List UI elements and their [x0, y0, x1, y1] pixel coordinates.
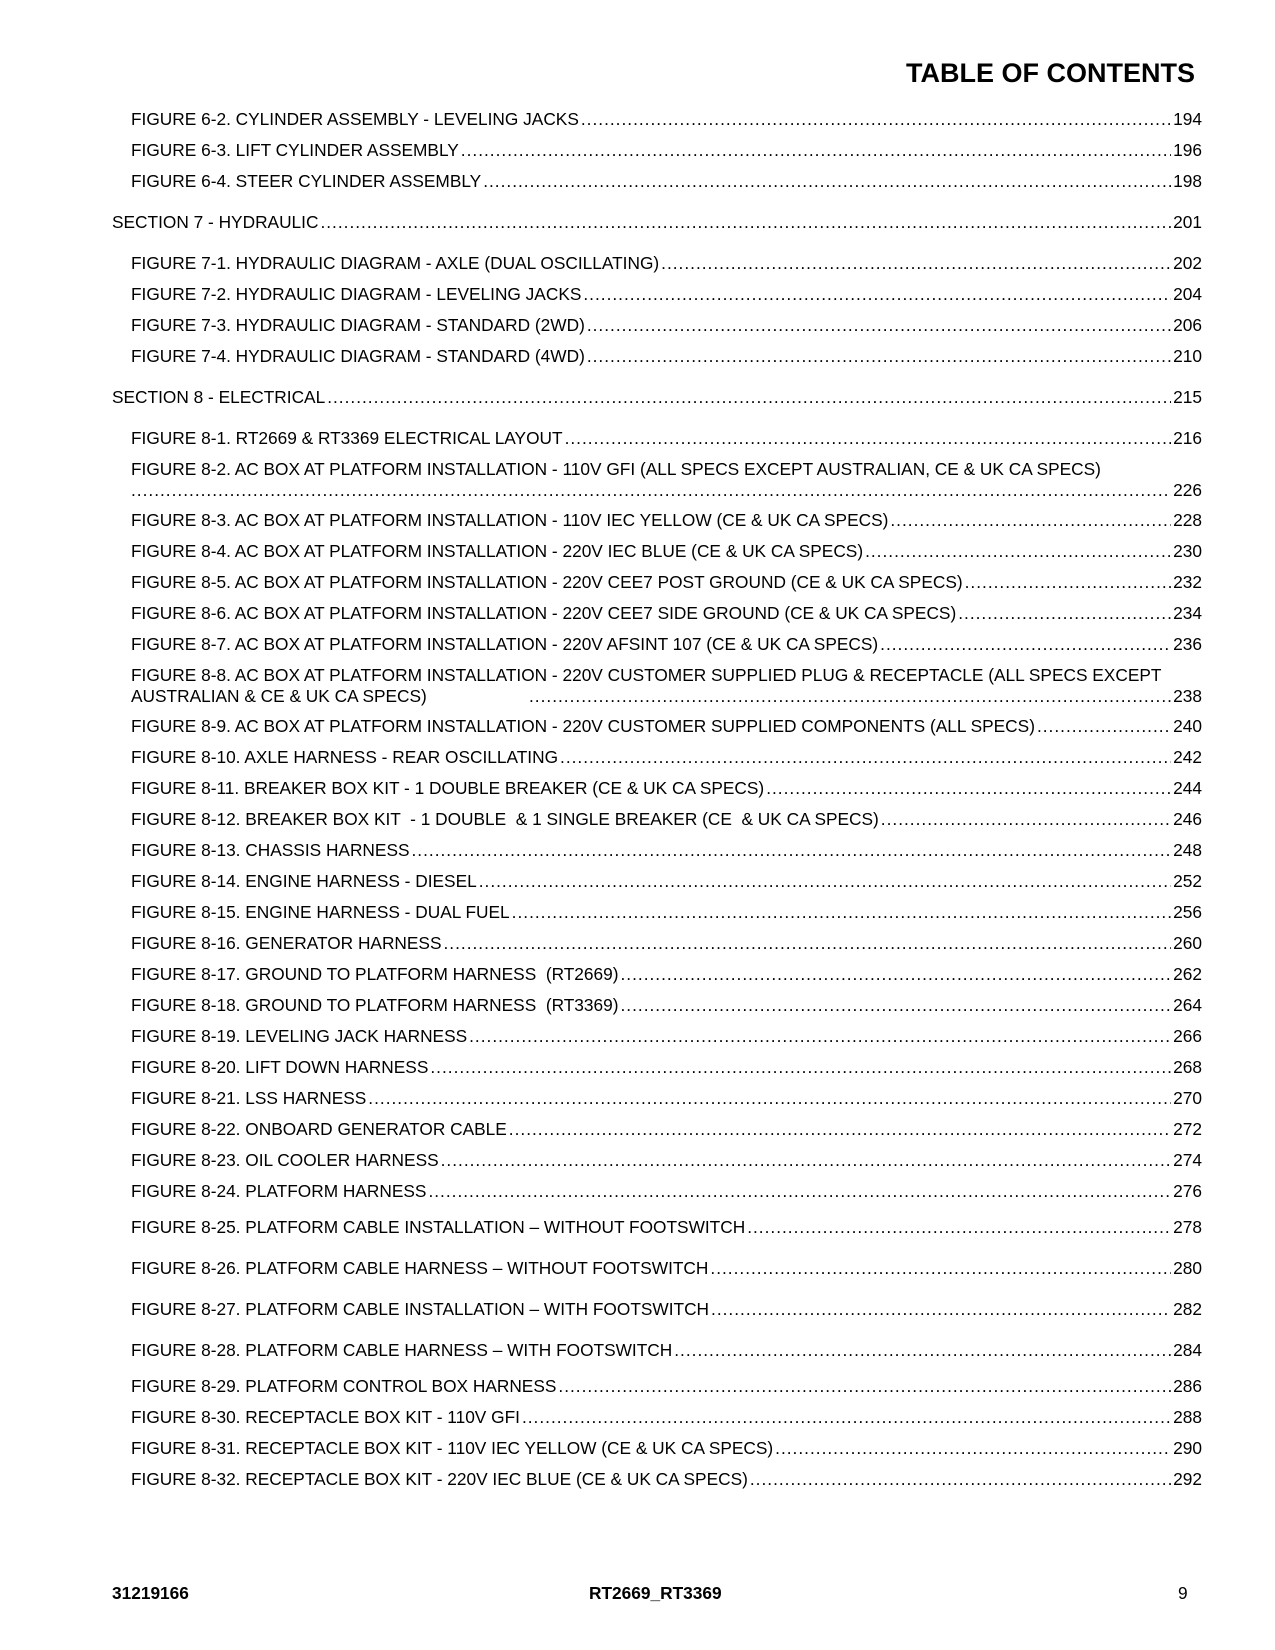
- toc-entry-title: FIGURE 8-18. GROUND TO PLATFORM HARNESS (RT3369): [131, 995, 619, 1015]
- toc-entry-figure-7-1[interactable]: [131, 253, 1202, 274]
- toc-entry-page: 266: [1173, 1026, 1202, 1046]
- toc-entry-title: FIGURE 8-11. BREAKER BOX KIT - 1 DOUBLE BREAKER (CE & UK CA SPECS): [131, 778, 765, 798]
- page-title: TABLE OF CONTENTS: [906, 58, 1195, 88]
- toc-entry-page: 226: [1173, 480, 1202, 500]
- toc-entry-figure-8-7[interactable]: [131, 634, 1202, 655]
- toc-entry-title: FIGURE 8-6. AC BOX AT PLATFORM INSTALLATION - 220V CEE7 SIDE GROUND (CE & UK CA SPECS): [131, 603, 957, 623]
- toc-entry-title: FIGURE 8-30. RECEPTACLE BOX KIT - 110V GFI: [131, 1407, 520, 1427]
- dot-leader: [581, 109, 1171, 130]
- toc-entry-figure-8-30[interactable]: [131, 1407, 1202, 1428]
- footer-model: RT2669_RT3369: [589, 1583, 722, 1603]
- dot-leader: [320, 212, 1171, 233]
- toc-entry-page: 198: [1173, 171, 1202, 191]
- dot-leader: [461, 140, 1171, 161]
- toc-entry-figure-8-20[interactable]: [131, 1057, 1202, 1078]
- toc-entry-figure-7-4[interactable]: [131, 346, 1202, 367]
- toc-entry-title: FIGURE 8-4. AC BOX AT PLATFORM INSTALLATION - 220V IEC BLUE (CE & UK CA SPECS): [131, 541, 864, 561]
- toc-entry-figure-8-4[interactable]: [131, 541, 1202, 562]
- footer-page-number: 9: [1178, 1583, 1188, 1603]
- dot-leader: [430, 1057, 1171, 1078]
- toc-entry-title: FIGURE 8-24. PLATFORM HARNESS: [131, 1181, 427, 1201]
- toc-entry-title: FIGURE 8-25. PLATFORM CABLE INSTALLATION – WITHOUT FOOTSWITCH: [131, 1217, 746, 1237]
- toc-entry-title: SECTION 7 - HYDRAULIC: [112, 212, 319, 232]
- toc-entry-page: 216: [1173, 428, 1202, 448]
- toc-entry-page: 248: [1173, 840, 1202, 860]
- toc-entry-figure-6-3[interactable]: [131, 140, 1202, 161]
- toc-entry-title: FIGURE 8-3. AC BOX AT PLATFORM INSTALLATION - 110V IEC YELLOW (CE & UK CA SPECS): [131, 510, 889, 530]
- toc-entry-page: 246: [1173, 809, 1202, 829]
- dot-leader: [890, 510, 1171, 531]
- toc-entry-figure-8-2[interactable]: [131, 459, 1202, 501]
- dot-leader: [368, 1088, 1171, 1109]
- dot-leader: [441, 1150, 1172, 1171]
- dot-leader: [881, 809, 1171, 830]
- toc-entry-figure-8-25[interactable]: [131, 1217, 1202, 1238]
- toc-entry-page: 242: [1173, 747, 1202, 767]
- dot-leader: [558, 1376, 1171, 1397]
- toc-entry-figure-8-8[interactable]: [131, 665, 1202, 707]
- toc-entry-title: FIGURE 8-7. AC BOX AT PLATFORM INSTALLATION - 220V AFSINT 107 (CE & UK CA SPECS): [131, 634, 879, 654]
- toc-entry-title: FIGURE 8-21. LSS HARNESS: [131, 1088, 367, 1108]
- toc-entry-title: FIGURE 8-9. AC BOX AT PLATFORM INSTALLATION - 220V CUSTOMER SUPPLIED COMPONENTS (ALL SPECS): [131, 716, 1035, 736]
- dot-leader: [674, 1340, 1171, 1361]
- toc-entry-figure-7-3[interactable]: [131, 315, 1202, 336]
- toc-entry-figure-8-31[interactable]: [131, 1438, 1202, 1459]
- toc-entry-figure-8-16[interactable]: [131, 933, 1202, 954]
- toc-entry-figure-8-18[interactable]: [131, 995, 1202, 1016]
- dot-leader: [131, 480, 1171, 501]
- toc-entry-title: FIGURE 8-14. ENGINE HARNESS - DIESEL: [131, 871, 477, 891]
- toc-entry-page: 272: [1173, 1119, 1202, 1139]
- toc-entry-page: 280: [1173, 1258, 1202, 1278]
- toc-entry-page: 196: [1173, 140, 1202, 160]
- toc-entry-page: 215: [1173, 387, 1202, 407]
- toc-entry-figure-8-10[interactable]: [131, 747, 1202, 768]
- toc-entry-title: FIGURE 8-13. CHASSIS HARNESS: [131, 840, 410, 860]
- toc-entry-title: FIGURE 8-8. AC BOX AT PLATFORM INSTALLATION - 220V CUSTOMER SUPPLIED PLUG & RECEPTACLE (ALL SPECS EXCEPT AUSTRALIAN & CE & UK CA SPECS): [131, 665, 1162, 706]
- toc-entry-figure-8-6[interactable]: [131, 603, 1202, 624]
- toc-entry-figure-8-23[interactable]: [131, 1150, 1202, 1171]
- dot-leader: [565, 428, 1172, 449]
- toc-entry-title: FIGURE 8-20. LIFT DOWN HARNESS: [131, 1057, 429, 1077]
- toc-entry-page: 244: [1173, 778, 1202, 798]
- dot-leader: [428, 1181, 1171, 1202]
- dot-leader: [775, 1438, 1171, 1459]
- toc-entry-page: 290: [1173, 1438, 1202, 1458]
- toc-entry-title: FIGURE 7-3. HYDRAULIC DIAGRAM - STANDARD (2WD): [131, 315, 585, 335]
- toc-entry-title: FIGURE 8-12. BREAKER BOX KIT - 1 DOUBLE & 1 SINGLE BREAKER (CE & UK CA SPECS): [131, 809, 879, 829]
- toc-entry-figure-8-21[interactable]: [131, 1088, 1202, 1109]
- dot-leader: [560, 747, 1171, 768]
- toc-entry-page: 276: [1173, 1181, 1202, 1201]
- toc-entry-page: 292: [1173, 1469, 1202, 1489]
- toc-entry-page: 236: [1173, 634, 1202, 654]
- dot-leader: [965, 572, 1172, 593]
- toc-entry-title: FIGURE 8-17. GROUND TO PLATFORM HARNESS (RT2669): [131, 964, 619, 984]
- toc-entry-figure-8-11[interactable]: [131, 778, 1202, 799]
- dot-leader: [522, 1407, 1171, 1428]
- toc-entry-page: 252: [1173, 871, 1202, 891]
- toc-entry-figure-8-19[interactable]: [131, 1026, 1202, 1047]
- toc-entry-title: FIGURE 7-1. HYDRAULIC DIAGRAM - AXLE (DUAL OSCILLATING): [131, 253, 660, 273]
- dot-leader: [750, 1469, 1171, 1490]
- toc-entry-page: 284: [1173, 1340, 1202, 1360]
- toc-entry-title: FIGURE 7-4. HYDRAULIC DIAGRAM - STANDARD (4WD): [131, 346, 585, 366]
- toc-entry-page: 256: [1173, 902, 1202, 922]
- toc-entry-title: FIGURE 8-28. PLATFORM CABLE HARNESS – WITH FOOTSWITCH: [131, 1340, 673, 1360]
- toc-entry-page: 260: [1173, 933, 1202, 953]
- toc-entry-title: FIGURE 8-22. ONBOARD GENERATOR CABLE: [131, 1119, 507, 1139]
- toc-entry-figure-8-32[interactable]: [131, 1469, 1202, 1490]
- toc-entry-page: 268: [1173, 1057, 1202, 1077]
- toc-entry-title: SECTION 8 - ELECTRICAL: [112, 387, 326, 407]
- dot-leader: [587, 346, 1171, 367]
- toc-entry-title: FIGURE 8-29. PLATFORM CONTROL BOX HARNESS: [131, 1376, 557, 1396]
- toc-entry-page: 210: [1173, 346, 1202, 366]
- dot-leader: [587, 315, 1171, 336]
- toc-entry-section-8[interactable]: [112, 387, 1202, 408]
- toc-entry-title: FIGURE 8-1. RT2669 & RT3369 ELECTRICAL LAYOUT: [131, 428, 563, 448]
- toc-entry-figure-8-22[interactable]: [131, 1119, 1202, 1140]
- toc-entry-figure-6-4[interactable]: [131, 171, 1202, 192]
- dot-leader: [469, 1026, 1171, 1047]
- toc-entry-title: FIGURE 6-4. STEER CYLINDER ASSEMBLY: [131, 171, 482, 191]
- toc-entry-page: 232: [1173, 572, 1202, 592]
- toc-entry-page: 262: [1173, 964, 1202, 984]
- toc-entry-page: 230: [1173, 541, 1202, 561]
- toc-entry-page: 234: [1173, 603, 1202, 623]
- dot-leader: [512, 902, 1171, 923]
- dot-leader: [444, 933, 1172, 954]
- toc-entry-figure-6-2[interactable]: [131, 109, 1202, 130]
- toc-entry-title: FIGURE 8-23. OIL COOLER HARNESS: [131, 1150, 439, 1170]
- toc-entry-page: 288: [1173, 1407, 1202, 1427]
- dot-leader: [621, 964, 1172, 985]
- toc-entry-page: 286: [1173, 1376, 1202, 1396]
- toc-entry-page: 202: [1173, 253, 1202, 273]
- dot-leader: [483, 171, 1171, 192]
- toc-entry-figure-8-15[interactable]: [131, 902, 1202, 923]
- toc-entry-title: FIGURE 8-32. RECEPTACLE BOX KIT - 220V IEC BLUE (CE & UK CA SPECS): [131, 1469, 748, 1489]
- toc-entry-title: FIGURE 8-31. RECEPTACLE BOX KIT - 110V IEC YELLOW (CE & UK CA SPECS): [131, 1438, 774, 1458]
- dot-leader: [583, 284, 1171, 305]
- toc-entry-figure-8-14[interactable]: [131, 871, 1202, 892]
- toc-entry-page: 278: [1173, 1217, 1202, 1237]
- toc-entry-page: 228: [1173, 510, 1202, 530]
- dot-leader: [327, 387, 1171, 408]
- toc-entry-page: 270: [1173, 1088, 1202, 1108]
- dot-leader: [958, 603, 1171, 624]
- dot-leader: [711, 1299, 1171, 1320]
- toc-entry-figure-8-3[interactable]: [131, 510, 1202, 531]
- dot-leader: [479, 871, 1171, 892]
- toc-entry-title: FIGURE 8-10. AXLE HARNESS - REAR OSCILLATING: [131, 747, 559, 767]
- toc-entry-title: FIGURE 8-2. AC BOX AT PLATFORM INSTALLATION - 110V GFI (ALL SPECS EXCEPT AUSTRALIAN, CE & UK CA SPECS): [131, 459, 1101, 479]
- toc-entry-figure-8-9[interactable]: [131, 716, 1202, 737]
- toc-entry-figure-8-28[interactable]: [131, 1340, 1202, 1361]
- toc-entry-page: 238: [1173, 686, 1202, 706]
- toc-entry-figure-8-27[interactable]: [131, 1299, 1202, 1320]
- toc-entry-section-7[interactable]: [112, 212, 1202, 233]
- dot-leader: [710, 1258, 1171, 1279]
- toc-entry-page: 274: [1173, 1150, 1202, 1170]
- dot-leader: [621, 995, 1172, 1016]
- dot-leader: [529, 686, 1171, 707]
- toc-entry-page: 194: [1173, 109, 1202, 129]
- toc-entry-figure-8-5[interactable]: [131, 572, 1202, 593]
- toc-entry-title: FIGURE 6-2. CYLINDER ASSEMBLY - LEVELING JACKS: [131, 109, 579, 129]
- dot-leader: [509, 1119, 1171, 1140]
- toc-entry-figure-8-12[interactable]: [131, 809, 1202, 830]
- toc-entry-page: 201: [1173, 212, 1202, 232]
- toc-entry-title: FIGURE 8-16. GENERATOR HARNESS: [131, 933, 442, 953]
- toc-entry-figure-8-1[interactable]: [131, 428, 1202, 449]
- dot-leader: [661, 253, 1171, 274]
- toc-entry-title: FIGURE 8-27. PLATFORM CABLE INSTALLATION – WITH FOOTSWITCH: [131, 1299, 710, 1319]
- dot-leader: [766, 778, 1171, 799]
- toc-entry-figure-8-17[interactable]: [131, 964, 1202, 985]
- toc-entry-figure-8-24[interactable]: [131, 1181, 1202, 1202]
- dot-leader: [412, 840, 1172, 861]
- footer-doc-number: 31219166: [112, 1583, 189, 1603]
- toc-entry-title: FIGURE 8-19. LEVELING JACK HARNESS: [131, 1026, 468, 1046]
- toc-entry-title: FIGURE 8-5. AC BOX AT PLATFORM INSTALLATION - 220V CEE7 POST GROUND (CE & UK CA SPECS): [131, 572, 963, 592]
- toc-entry-page: 240: [1173, 716, 1202, 736]
- toc-entry-title: FIGURE 8-15. ENGINE HARNESS - DUAL FUEL: [131, 902, 510, 922]
- toc-entry-figure-8-13[interactable]: [131, 840, 1202, 861]
- toc-entry-page: 282: [1173, 1299, 1202, 1319]
- dot-leader: [865, 541, 1171, 562]
- toc-entry-title: FIGURE 6-3. LIFT CYLINDER ASSEMBLY: [131, 140, 459, 160]
- toc-entry-page: 206: [1173, 315, 1202, 335]
- toc-entry-title: FIGURE 8-26. PLATFORM CABLE HARNESS – WITHOUT FOOTSWITCH: [131, 1258, 709, 1278]
- dot-leader: [1037, 716, 1171, 737]
- dot-leader: [880, 634, 1171, 655]
- toc-entry-figure-7-2[interactable]: [131, 284, 1202, 305]
- toc-entry-page: 204: [1173, 284, 1202, 304]
- toc-entry-figure-8-29[interactable]: [131, 1376, 1202, 1397]
- toc-entry-page: 264: [1173, 995, 1202, 1015]
- toc-entry-title: FIGURE 7-2. HYDRAULIC DIAGRAM - LEVELING JACKS: [131, 284, 582, 304]
- dot-leader: [747, 1217, 1171, 1238]
- toc-entry-figure-8-26[interactable]: [131, 1258, 1202, 1279]
